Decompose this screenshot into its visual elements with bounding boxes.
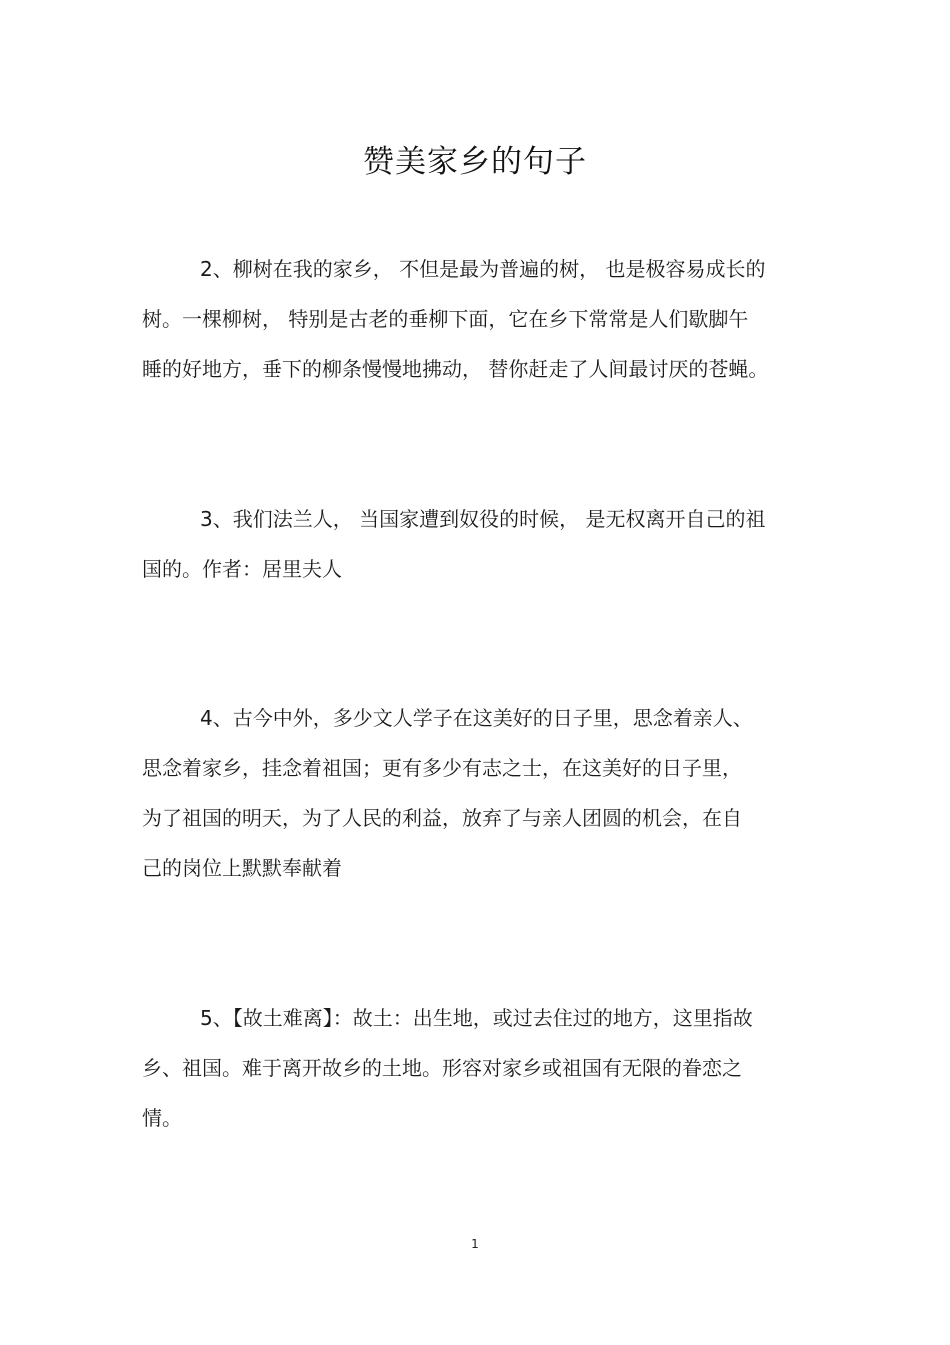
paragraph-line: 情。 [142, 1106, 182, 1130]
page-number: 1 [471, 1237, 479, 1251]
paragraph-line: 为了祖国的明天，为了人民的利益，放弃了与亲人团圆的机会，在自 [142, 806, 742, 830]
document-title: 赞美家乡的句子 [363, 144, 587, 180]
paragraph-line: 4、古今中外，多少文人学子在这美好的日子里，思念着亲人、 [200, 706, 753, 730]
paragraph-line: 2、柳树在我的家乡， 不但是最为普遍的树， 也是极容易成长的 [200, 257, 766, 281]
paragraph-line: 睡的好地方，垂下的柳条慢慢地拂动， 替你赶走了人间最讨厌的苍蝇。 [142, 357, 769, 381]
paragraph-line: 3、我们法兰人， 当国家遭到奴役的时候， 是无权离开自己的祖 [200, 507, 766, 531]
paragraph-line: 国的。作者：居里夫人 [142, 557, 342, 581]
paragraph-line: 乡、祖国。难于离开故乡的土地。形容对家乡或祖国有无限的眷恋之 [142, 1056, 742, 1080]
paragraph-line: 己的岗位上默默奉献着 [142, 856, 342, 880]
paragraph-line: 5、【故土难离】：故土：出生地，或过去住过的地方，这里指故 [200, 1006, 753, 1030]
paragraph-line: 思念着家乡，挂念着祖国；更有多少有志之士，在这美好的日子里， [142, 756, 742, 780]
paragraph-line: 树。一棵柳树， 特别是古老的垂柳下面，它在乡下常常是人们歇脚午 [142, 307, 749, 331]
